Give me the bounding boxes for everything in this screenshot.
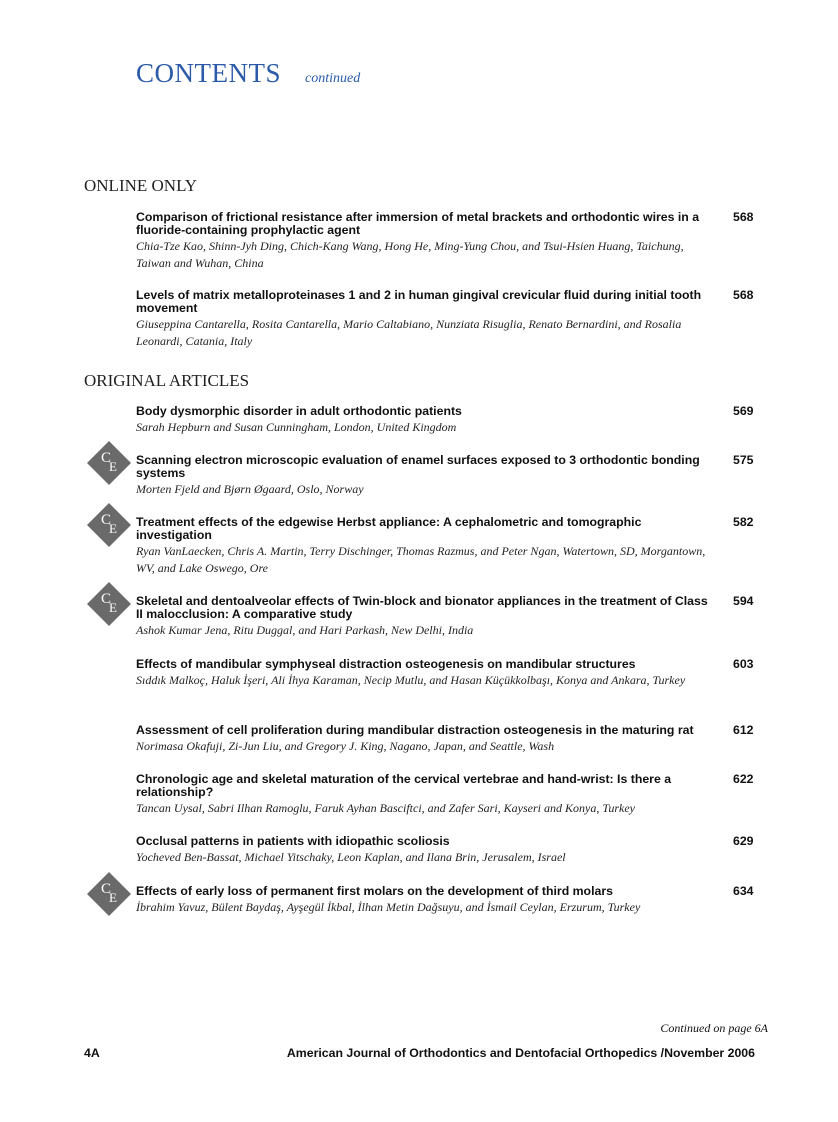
article-authors: Morten Fjeld and Bjørn Øgaard, Oslo, Norway (136, 482, 364, 496)
article-authors: Ryan VanLaecken, Chris A. Martin, Terry Dischinger, Thomas Razmus, and Peter Ngan, Watertown, SD, Morgantown, WV, and Lake Oswego, Ore (136, 544, 706, 575)
article-authors: Chia-Tze Kao, Shinn-Jyh Ding, Chich-Kang Wang, Hong He, Ming-Yung Chou, and Tsui-Hsien Huang, Taichung, Taiwan and Wuhan, China (136, 239, 684, 270)
article-authors: Sıddık Malkoç, Haluk İşeri, Ali İhya Karaman, Necip Mutlu, and Hasan Küçükkolbaşı, Konya and Ankara, Turkey (136, 673, 686, 687)
journal-footer: American Journal of Orthodontics and Dentofacial Orthopedics /November 2006 (286, 1046, 755, 1060)
page-subtitle: continued (305, 71, 361, 86)
article-authors: İbrahim Yavuz, Bülent Baydaş, Ayşegül İkbal, İlhan Metin Dağsuyu, and İsmail Ceylan, Erzurum, Turkey (136, 900, 641, 914)
article-page: 575 (733, 453, 754, 467)
toc-entry[interactable] (101, 591, 756, 639)
article-title[interactable]: Scanning electron microscopic evaluation of enamel surfaces exposed to 3 orthodontic bonding systems (136, 453, 700, 480)
ce-credit-icon (87, 503, 131, 547)
svg-text:E: E (109, 521, 117, 536)
svg-text:C: C (101, 881, 112, 897)
article-authors: Sarah Hepburn and Susan Cunningham, London, United Kingdom (136, 420, 457, 434)
article-authors: Yocheved Ben-Bassat, Michael Yitschaky, Leon Kaplan, and Ilana Brin, Jerusalem, Israel (136, 850, 566, 864)
article-authors: Norimasa Okafuji, Zi-Jun Liu, and Gregory J. King, Nagano, Japan, and Seattle, Wash (136, 739, 555, 753)
ce-credit-icon (87, 441, 131, 485)
article-title[interactable]: Skeletal and dentoalveolar effects of Twin-block and bionator appliances in the treatment of Class II malocclusion: A comparative study (136, 594, 708, 621)
article-title[interactable]: Occlusal patterns in patients with idiopathic scoliosis (136, 834, 450, 848)
svg-text:C: C (101, 512, 112, 528)
article-title[interactable]: Levels of matrix metalloproteinases 1 and 2 in human gingival crevicular fluid during initial tooth movement (136, 288, 702, 315)
toc-entry[interactable] (101, 881, 756, 916)
article-title[interactable]: Effects of mandibular symphyseal distraction osteogenesis on mandibular structures (136, 657, 636, 671)
continued-note: Continued on page 6A (660, 1021, 768, 1035)
article-page: 568 (733, 210, 754, 224)
svg-text:C: C (101, 450, 112, 466)
article-page: 582 (733, 515, 754, 529)
article-title[interactable]: Assessment of cell proliferation during mandibular distraction osteogenesis in the maturing rat (136, 723, 694, 737)
toc-entry[interactable] (136, 211, 756, 272)
toc-entry[interactable] (136, 289, 756, 350)
article-page: 634 (733, 884, 754, 898)
section-heading: ORIGINAL ARTICLES (84, 371, 250, 390)
article-title[interactable]: Comparison of frictional resistance after immersion of metal brackets and orthodontic wires in a fluoride-containing prophylactic agent (136, 210, 700, 237)
toc-entry[interactable] (136, 405, 756, 436)
svg-text:E: E (109, 600, 117, 615)
page-header (136, 58, 360, 89)
article-page: 569 (733, 404, 754, 418)
svg-text:C: C (101, 591, 112, 607)
article-title[interactable]: Effects of early loss of permanent first molars on the development of third molars (136, 884, 613, 898)
article-page: 629 (733, 834, 754, 848)
article-page: 568 (733, 288, 754, 302)
article-authors: Tancan Uysal, Sabri Ilhan Ramoglu, Faruk Ayhan Basciftci, and Zafer Sari, Kayseri and Konya, Turkey (136, 801, 635, 815)
toc-entry[interactable] (136, 724, 756, 755)
toc-entry[interactable] (136, 835, 756, 866)
ce-credit-icon (87, 582, 131, 626)
toc-entry[interactable] (136, 658, 756, 689)
article-title[interactable]: Body dysmorphic disorder in adult orthodontic patients (136, 404, 462, 418)
svg-text:E: E (109, 459, 117, 474)
article-page: 612 (733, 723, 754, 737)
article-page: 622 (733, 772, 754, 786)
ce-credit-icon (87, 872, 131, 916)
article-title[interactable]: Treatment effects of the edgewise Herbst appliance: A cephalometric and tomographic investigation (136, 515, 642, 542)
article-page: 603 (733, 657, 754, 671)
toc-entry[interactable] (101, 450, 756, 498)
page-number: 4A (84, 1046, 100, 1060)
article-title[interactable]: Chronologic age and skeletal maturation of the cervical vertebrae and hand-wrist: Is there a relationship? (136, 772, 672, 799)
toc-entry[interactable] (136, 773, 756, 817)
article-page: 594 (733, 594, 754, 608)
article-authors: Ashok Kumar Jena, Ritu Duggal, and Hari Parkash, New Delhi, India (136, 623, 474, 637)
section-heading: ONLINE ONLY (84, 176, 198, 195)
article-authors: Giuseppina Cantarella, Rosita Cantarella, Mario Caltabiano, Nunziata Risuglia, Renato Bernardini, and Rosalia Leonardi, Catania, Italy (136, 317, 682, 348)
svg-text:E: E (109, 890, 117, 905)
toc-entry[interactable] (101, 512, 756, 577)
page-title: CONTENTS (136, 58, 281, 88)
